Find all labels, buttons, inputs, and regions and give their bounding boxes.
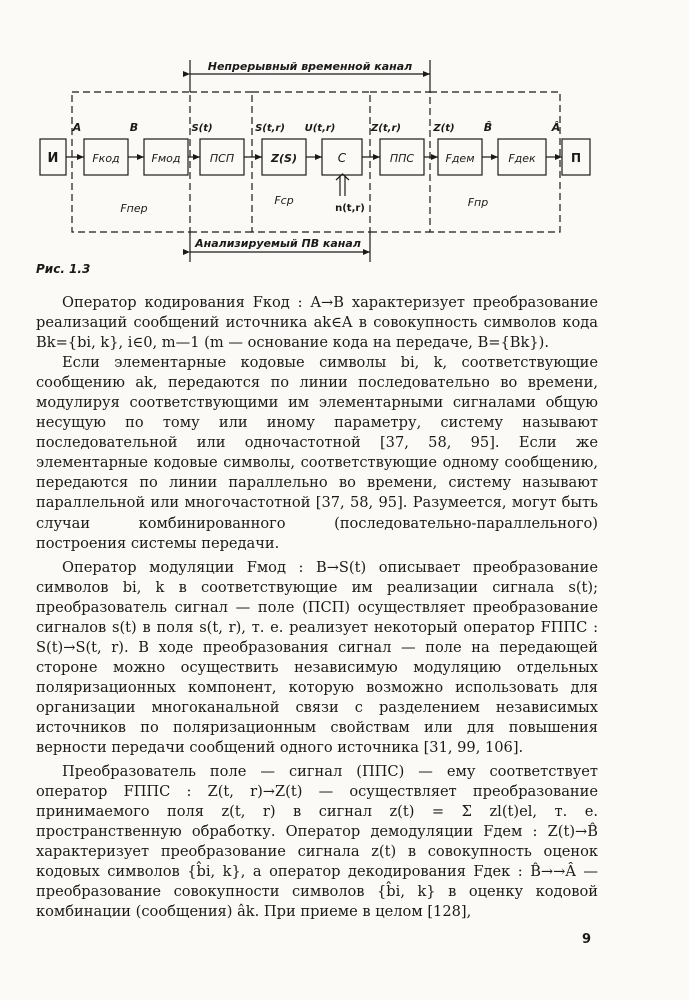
paragraph: Оператор модуляции Fмод : B→S(t) описывает преобразование символов bi, k в соответствующие им реализации сигнала s(t); преобразователь сигнал — поле (ПСП) осуществляет преобразование сигналов s(t) в поля s(t, r), т. е. реализует некоторый оператор FППС : S(t)→S(t, r). В ходе преобразования сигнал — поле на передающей стороне можно осуществить независимую модуляцию отдельных поляризационных компонент, которую возможно использовать для организации многоканальной связи с разделением независимых источников по поляризационным свойствам или для повышения верности передачи сообщений одного источника [31, 99, 106]. [36, 558, 598, 757]
noise-label: n(t,r) [335, 203, 365, 214]
block-label: ПСП [209, 152, 235, 165]
bottom-channel-label: Анализируемый ПВ канал [195, 237, 361, 250]
signal-label: A [72, 121, 82, 134]
block-label: ППС [389, 152, 415, 165]
top-channel-label: Непрерывный временной канал [207, 60, 413, 73]
paragraph: Оператор кодирования Fкод : A→B характеризует преобразование реализаций сообщений источника ak∈A в совокупность символов кода Bk={bi, k}, i∈0, m—1 (m — основание кода на передаче, B={Bk}). [36, 294, 598, 352]
signal-label: B̂ [483, 121, 493, 134]
paragraph: Преобразователь поле — сигнал (ППС) — ему соответствует оператор FППС : Z(t, r)→Z(t) — осуществляет преобразование принимаемого поля z(t, r) в сигнал z(t) = Σ zl(t)el, т. е. пространственную обработку. Оператор демодуляции Fдем : Z(t)→B̂ характеризует преобразование сигнала z(t) в совокупность оценок кодовых символов {b̂i, k}, а оператор декодирования Fдек : B̂→→Â — преобразование совокупности символов {b̂i, k} в оценку кодовой комбинации (сообщения) âk. При приеме в целом [128], [36, 763, 598, 921]
block-label: Fмод [151, 152, 181, 165]
block-diagram [0, 0, 689, 285]
group-label: Fпр [467, 196, 489, 209]
body-text [36, 293, 598, 922]
signal-label: Â [551, 121, 561, 134]
paragraph: Если элементарные кодовые символы bi, k, соответствующие сообщению ak, передаются по линии последовательно во времени, модулируя соответствующими им элементарными сигналами общую несущую по тому или иному параметру, систему называют последовательной или одночастотной [37, 58, 95]. Если же элементарные кодовые символы, соответствующие одному сообщению, передаются по линии параллельно во времени, систему называют параллельной или многочастотной [37, 58, 95]. Разумеется, могут быть случаи комбинированного (последовательно-параллельного) построения системы передачи. [36, 354, 598, 552]
signal-label: Z(t,r) [371, 123, 401, 134]
signal-label: S(t,r) [255, 123, 285, 134]
block-label: Fдек [508, 152, 536, 165]
block-label: С [337, 151, 347, 165]
group-label: Fпер [120, 202, 148, 215]
block-label: Fдем [445, 152, 475, 165]
group-label: Fср [274, 194, 294, 207]
signal-label: Z(t) [433, 123, 455, 134]
block-label: П [570, 151, 582, 165]
block-label: И [47, 151, 59, 166]
signal-label: U(t,r) [304, 123, 336, 134]
signal-label: S(t) [191, 123, 213, 134]
figure-caption: Рис. 1.3 [36, 262, 91, 276]
block-label: Z(S) [271, 152, 297, 165]
block-label: Fкод [92, 152, 120, 165]
signal-label: B [129, 121, 139, 134]
page-number: 9 [582, 932, 592, 947]
